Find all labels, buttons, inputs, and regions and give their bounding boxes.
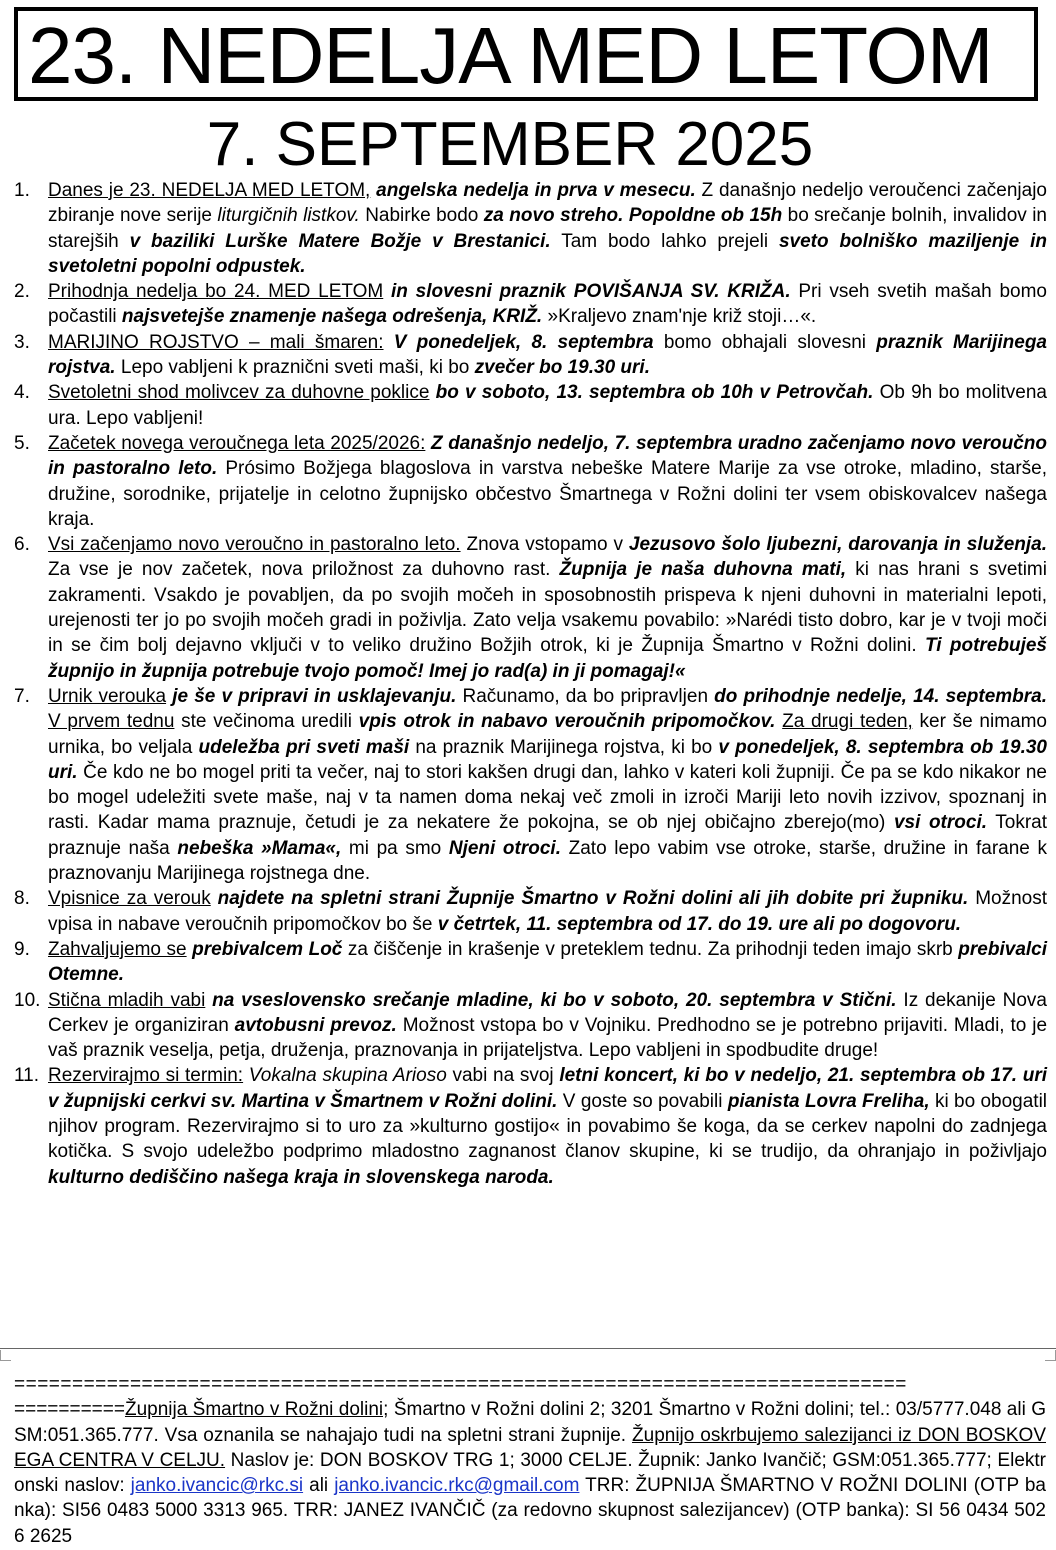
body-text: Računamo, da bo pripravljen: [456, 685, 715, 707]
emphasis-text: v baziliki Lurške Matere Božje v Brestanici.: [129, 230, 551, 252]
emphasis-text: najdete na spletni strani Župnije Šmartno v Rožni dolini ali jih dobite pri župniku.: [217, 888, 969, 910]
emphasis-text: vsi otroci.: [893, 812, 988, 834]
body-text: ==========: [14, 1399, 125, 1421]
body-text: na praznik Marijinega rojstva, ki bo: [409, 736, 719, 758]
body-text: [383, 281, 391, 302]
body-text: Naslov je: DON BOSKOV TRG 1; 3000 CELJE. Župnik: Janko Ivančič; GSM:051.365.777; Elektronski naslov:: [14, 1449, 1046, 1497]
item-heading: Vpisnice za verouk: [48, 888, 211, 910]
announcement-item: [14, 937, 1047, 988]
item-heading: MARIJINO ROJSTVO – mali šmaren:: [48, 331, 384, 353]
announcement-item: [14, 279, 1047, 330]
emphasis-text: Vokalna skupina Arioso: [248, 1065, 447, 1087]
item-number: 2.: [14, 281, 30, 303]
body-text: V goste so povabili: [557, 1090, 728, 1112]
item-heading: Danes je 23. NEDELJA MED LETOM,: [48, 180, 371, 201]
emphasis-text: vpis otrok in nabavo veroučnih pripomočkov.: [358, 711, 776, 733]
page-date: 7. SEPTEMBER 2025: [206, 110, 814, 179]
body-text: ki bo obogatil njihov program. Rezervirajmo si to uro za »kulturno gostijo« in povabimo še koga, da se cerkev napolni do zadnjega kotička. S svojo udeležbo podprimo mladostno zagnanost članov skupine, ki se trudijo, da ohranjajo in poživljajo: [48, 1090, 1048, 1163]
emphasis-text: do prihodnje nedelje, 14. septembra.: [714, 685, 1048, 707]
item-number: 6.: [14, 534, 30, 556]
body-text: Zato lepo vabim vse otroke, starše, družine in farane k praznovanju Marijinega rojstnega dne.: [48, 837, 1047, 885]
announcement-item: [14, 532, 1047, 684]
body-text: ki nas hrani s svetimi zakramenti. Vsakdo je povabljen, da po svojih močeh in sposobnostih prispeva k njeni duhovni in materialni lepoti, urejenosti ter jo po svojih močeh gradi in poživlja. Zato velja vsakemu povabilo: »Narédi tisto dobro, kar je v tvoji moči in se čim bolj dejavno vključi v to veliko družino Božjih otrok, ki je Župnija Šmartno v Rožni dolini.: [48, 559, 1047, 657]
body-text: bo srečanje bolnih, invalidov in starejših: [48, 205, 1047, 252]
email-link[interactable]: janko.ivancic.rkc@gmail.com: [334, 1475, 580, 1497]
item-heading: Rezervirajmo si termin:: [48, 1065, 244, 1087]
emphasis-text: V prvem tednu: [48, 711, 175, 733]
item-heading: Svetoletni shod molivcev za duhovne poklice: [48, 382, 430, 404]
body-text: Pri vseh svetih mašah bomo počastili: [48, 281, 1047, 328]
item-number: 3.: [14, 331, 30, 353]
emphasis-text: udeležba pri sveti maši: [198, 736, 410, 758]
emphasis-text: liturgičnih listkov.: [217, 205, 360, 227]
body-text: Tam bodo lahko prejeli: [550, 230, 779, 252]
item-heading: Začetek novega veroučnega leta 2025/2026:: [48, 432, 426, 454]
item-number: 7.: [14, 685, 30, 707]
announcement-item: [14, 380, 1047, 431]
item-heading: Prihodnja nedelja bo 24. MED LETOM: [48, 281, 384, 303]
emphasis-text: Za drugi teden,: [782, 711, 913, 733]
item-number: 5.: [14, 432, 30, 454]
emphasis-text: in slovesni praznik POVIŠANJA SV. KRIŽA.: [391, 281, 791, 303]
body-text: ker še nimamo urnika, bo veljala: [48, 711, 1047, 758]
emphasis-text: v ponedeljek, 8. septembra ob 19.30 uri.: [48, 736, 1047, 783]
emphasis-text: nebeška »Mama«,: [177, 837, 342, 859]
body-text: TRR: ŽUPNIJA ŠMARTNO V ROŽNI DOLINI (OTP banka): SI56 0483 5000 3313 965. TRR: JANEZ IVANČIČ (za redovno skupnost salezijancev) (OTP banka): SI 56 0434 5026 2625: [14, 1475, 1046, 1547]
body-text: [211, 888, 218, 909]
emphasis-text: V ponedeljek, 8. septembra: [393, 331, 654, 353]
item-number: 1.: [14, 180, 30, 201]
body-text: za čiščenje in krašenje v preteklem tednu. Za prihodnji teden imajo skrb: [342, 938, 959, 960]
body-text: Tokrat praznuje naša: [48, 812, 1047, 859]
body-text: Z današnjo nedeljo veroučenci začenjajo zbiranje nove serije: [48, 180, 1048, 227]
item-heading: Zahvaljujemo se: [48, 938, 187, 960]
body-text: Možnost vstopa bo v Vojniku. Predhodno se je potrebno prijaviti. Mladi, to je vaš praznik veselja, petja, druženja, praznovanja in prijateljstva. Lepo vabljeni in spodbudite druge!: [48, 1014, 1048, 1062]
emphasis-text: prebivalci Otemne.: [48, 938, 1048, 986]
body-text: Ob 9h bo molitvena ura. Lepo vabljeni!: [48, 382, 1047, 429]
emphasis-text: angelska nedelja in prva v mesecu.: [376, 180, 696, 201]
announcement-item: [14, 988, 1047, 1064]
emphasis-text: prebivalcem Loč: [192, 938, 343, 960]
announcement-item: [14, 178, 1047, 279]
emphasis-text: Župnija Šmartno v Rožni dolini;: [124, 1399, 389, 1421]
body-text: ali: [303, 1475, 335, 1497]
emphasis-text: na vseslovensko srečanje mladine, ki bo v soboto, 20. septembra v Stični.: [212, 989, 897, 1011]
announcement-item: [14, 1063, 1047, 1189]
emphasis-text: je še v pripravi in usklajevanju.: [172, 685, 457, 707]
email-link[interactable]: janko.ivancic@rkc.si: [130, 1475, 304, 1497]
item-number: 11.: [14, 1065, 40, 1087]
body-text: Za vse je nov začetek, nova priložnost za duhovno rast.: [48, 559, 560, 581]
announcement-item: [14, 684, 1047, 886]
page-corner-mark-left: [0, 1350, 11, 1361]
footer-contact-text: [14, 1399, 1046, 1546]
item-number: 4.: [14, 382, 30, 404]
body-text: »Kraljevo znam'nje križ stoji…«.: [542, 306, 817, 328]
emphasis-text: Jezusovo šolo ljubezni, darovanja in služenja.: [628, 534, 1048, 556]
emphasis-text: praznik Marijinega rojstva.: [48, 331, 1047, 379]
page-corner-mark-right: [1045, 1350, 1056, 1361]
announcement-list: [14, 178, 1047, 1190]
emphasis-text: Župnijo oskrbujemo salezijanci iz DON BOSKOVEGA CENTRA V CELJU.: [14, 1424, 1046, 1471]
title-box: [14, 7, 1038, 101]
emphasis-text: avtobusni prevoz.: [234, 1014, 397, 1036]
emphasis-text: kulturno dediščino našega kraja in slovenskega naroda.: [48, 1166, 554, 1188]
body-text: mi pa smo: [341, 837, 449, 859]
emphasis-text: v četrtek, 11. septembra od 17. do 19. ure ali po dogovoru.: [437, 913, 962, 935]
emphasis-text: pianista Lovra Freliha,: [727, 1090, 930, 1112]
emphasis-text: sveto bolniško maziljenje in svetoletni popolni odpustek.: [48, 230, 1047, 277]
body-text: Šmartno v Rožni dolini 2; 3201 Šmartno v Rožni dolini; tel.: 03/5777.048 ali GSM:051.365.777. Vsa oznanila se nahajajo tudi na spletni strani župnije.: [14, 1399, 1046, 1446]
announcement-item: [14, 886, 1047, 937]
emphasis-text: za novo streho. Popoldne ob 15h: [483, 205, 783, 227]
body-text: Znova vstopamo v: [460, 534, 629, 556]
announcement-item: [14, 330, 1047, 381]
emphasis-text: letni koncert, ki bo v nedeljo, 21. septembra ob 17. uri v župnijski cerkvi sv. Martina v Šmartnem v Rožni dolini.: [48, 1065, 1048, 1112]
body-text: Lepo vabljeni k praznični sveti maši, ki bo: [115, 357, 475, 379]
body-text: bomo obhajali slovesni: [653, 331, 877, 353]
section-divider: [0, 1348, 1056, 1349]
emphasis-text: zvečer bo 19.30 uri.: [474, 357, 650, 379]
emphasis-text: Njeni otroci.: [448, 837, 561, 859]
body-text: Nabirke bodo: [359, 205, 484, 227]
item-number: 9.: [14, 938, 30, 960]
body-text: Če kdo ne bo mogel priti ta večer, naj to stori kakšen drugi dan, lahko v kateri koli župniji. Če pa se kdo nikakor ne bo mogel udeležiti svete maše, naj v ta namen doma nekaj več zmoli in izroči Mariji leto novih izzivov, spoznanj in rasti. Kadar mama praznuje, četudi je za nekatere že pokojna, se ob njej običajno zberejo(mo): [48, 761, 1047, 834]
item-number: 8.: [14, 888, 30, 910]
body-text: [384, 332, 394, 353]
body-text: vabi na svoj: [446, 1065, 560, 1087]
emphasis-text: bo v soboto, 13. septembra ob 10h v Petrovčah.: [435, 382, 874, 404]
announcement-item: [14, 431, 1047, 532]
body-text: ste večinoma uredili: [174, 711, 359, 733]
emphasis-text: Ti potrebuješ župnijo in župnija potrebuje tvojo pomoč! Imej jo rad(a) in ji pomagaj!«: [48, 635, 1047, 682]
body-text: Prósimo Božjega blagoslova in varstva nebeške Matere Marije za vse otroke, mladino, starše, družine, sorodnike, prijatelje in celotno župnijsko občestvo Šmartnega v Rožni dolini ter vsem obiskovalcev našega kraja.: [48, 458, 1048, 530]
emphasis-text: Z današnjo nedeljo, 7. septembra uradno začenjamo novo veroučno in pastoralno leto.: [48, 432, 1047, 480]
footer-separator: =============================================================================: [14, 1374, 907, 1395]
item-number: 10.: [14, 989, 41, 1011]
body-text: Iz dekanije Nova Cerkev je organiziran: [48, 989, 1047, 1036]
page-title: 23. NEDELJA MED LETOM: [28, 11, 993, 100]
body-text: Možnost vpisa in nabave veroučnih pripomočkov bo še: [48, 888, 1048, 935]
item-heading: Stična mladih vabi: [48, 989, 206, 1011]
emphasis-text: najsvetejše znamenje našega odrešenja, KRIŽ.: [121, 306, 543, 328]
footer: [14, 1372, 1046, 1549]
emphasis-text: Župnija je naša duhovna mati,: [559, 559, 847, 581]
item-heading: Urnik verouka: [48, 685, 167, 707]
item-heading: Vsi začenjamo novo veroučno in pastoralno leto.: [48, 534, 461, 556]
